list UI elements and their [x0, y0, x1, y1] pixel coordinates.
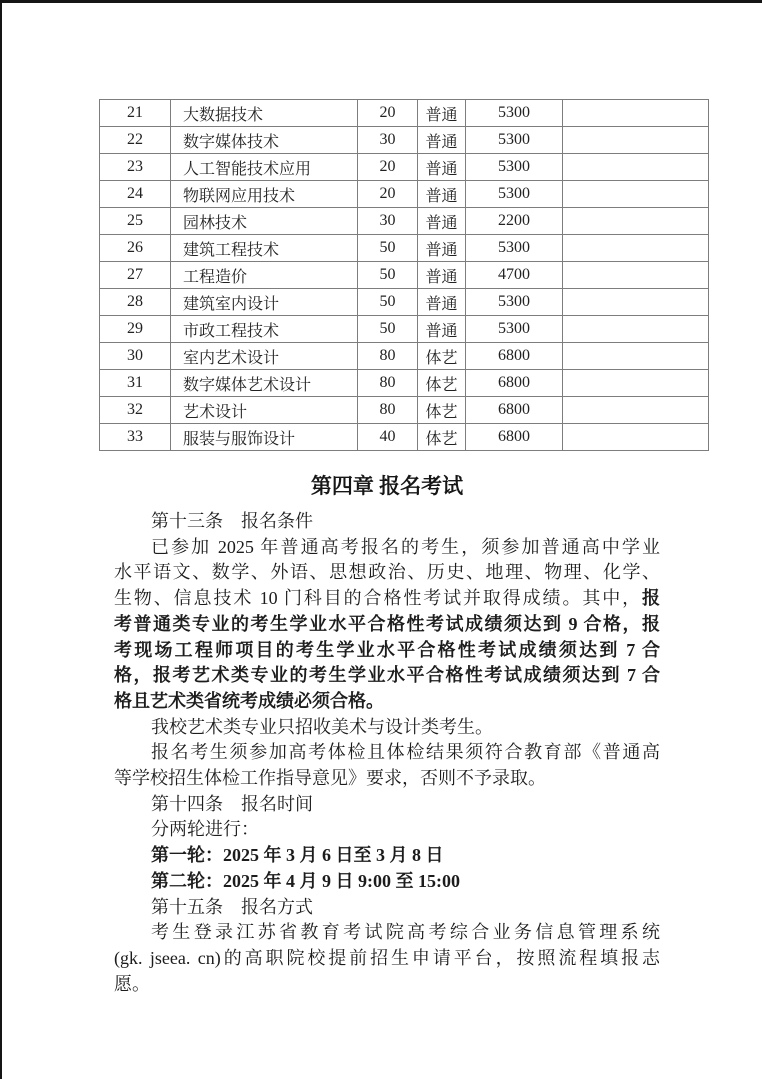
table-cell: 工程造价 [171, 262, 358, 289]
bold-text-run: 考现场工程师项目的考生学业水平合格性考试成绩须达到 7 合 [114, 639, 660, 660]
text-line [114, 509, 660, 535]
table-cell: 80 [358, 397, 418, 424]
table-cell: 市政工程技术 [171, 316, 358, 343]
table-cell: 5300 [466, 235, 563, 262]
table-cell: 20 [358, 181, 418, 208]
table-cell: 普通 [418, 208, 466, 235]
table-cell [563, 262, 709, 289]
table-cell: 24 [100, 181, 171, 208]
table-cell: 32 [100, 397, 171, 424]
table-cell: 建筑工程技术 [171, 235, 358, 262]
table-cell: 2200 [466, 208, 563, 235]
table-cell [563, 289, 709, 316]
text-run: 我校艺术类专业只招收美术与设计类考生。 [151, 716, 493, 737]
table-cell: 5300 [466, 289, 563, 316]
text-line [114, 766, 660, 792]
table-cell [563, 181, 709, 208]
table-cell: 6800 [466, 370, 563, 397]
table-cell: 人工智能技术应用 [171, 154, 358, 181]
text-line [114, 792, 660, 818]
text-run: 已参加 2025 年普通高考报名的考生，须参加普通高中学业 [151, 536, 660, 557]
bold-text-run: 考普通类专业的考生学业水平合格性考试成绩须达到 9 合格，报 [114, 613, 660, 634]
table-cell [563, 100, 709, 127]
table-cell: 50 [358, 316, 418, 343]
table-cell: 数字媒体技术 [171, 127, 358, 154]
table-cell: 普通 [418, 235, 466, 262]
table-cell: 服装与服饰设计 [171, 424, 358, 451]
enrollment-table [99, 99, 709, 451]
table-cell: 40 [358, 424, 418, 451]
table-cell: 普通 [418, 289, 466, 316]
bold-text-run: 第一轮：2025 年 3 月 6 日至 3 月 8 日 [151, 845, 444, 866]
chapter-title: 第四章 报名考试 [310, 474, 464, 498]
bold-text-run: 第二轮：2025 年 4 月 9 日 9:00 至 15:00 [151, 870, 460, 891]
table-cell: 33 [100, 424, 171, 451]
text-line [114, 638, 660, 664]
text-line [114, 869, 660, 895]
text-run: 生物、信息技术 10 门科目的合格性考试并取得成绩。其中， [114, 588, 642, 609]
table-row [100, 370, 709, 397]
table-row [100, 235, 709, 262]
table-cell: 26 [100, 235, 171, 262]
text-line [114, 560, 660, 586]
bold-text-run: 报 [642, 588, 660, 609]
table-row [100, 127, 709, 154]
body-lines [114, 509, 660, 997]
table-cell: 普通 [418, 127, 466, 154]
table-cell: 21 [100, 100, 171, 127]
table-cell [563, 235, 709, 262]
text-line [114, 535, 660, 561]
table-cell [563, 424, 709, 451]
table-cell: 5300 [466, 100, 563, 127]
table-cell: 体艺 [418, 343, 466, 370]
text-run: 愿。 [114, 973, 150, 994]
table-cell [563, 397, 709, 424]
table-cell [563, 316, 709, 343]
table-cell: 普通 [418, 181, 466, 208]
table-cell: 25 [100, 208, 171, 235]
table-cell: 大数据技术 [171, 100, 358, 127]
text-line [114, 972, 660, 998]
bold-text-run: 格，报考艺术类专业的考生学业水平合格性考试成绩须达到 7 合 [114, 665, 660, 686]
table-row [100, 424, 709, 451]
table-cell: 29 [100, 316, 171, 343]
text-run: 第十五条 报名方式 [151, 896, 313, 917]
table-cell: 50 [358, 289, 418, 316]
table-row [100, 154, 709, 181]
table-cell: 体艺 [418, 397, 466, 424]
table-cell: 22 [100, 127, 171, 154]
table-cell: 普通 [418, 262, 466, 289]
table-cell: 数字媒体艺术设计 [171, 370, 358, 397]
table-cell: 20 [358, 100, 418, 127]
text-line [114, 817, 660, 843]
text-run: 分两轮进行： [151, 819, 259, 840]
table-cell: 80 [358, 343, 418, 370]
text-run: 等学校招生体检工作指导意见》要求，否则不予录取。 [114, 768, 546, 789]
table-cell: 普通 [418, 154, 466, 181]
table-row [100, 316, 709, 343]
table-cell: 30 [358, 127, 418, 154]
table-cell: 6800 [466, 424, 563, 451]
bold-text-run: 格且艺术类省统考成绩必须合格。 [114, 690, 384, 711]
table-cell: 20 [358, 154, 418, 181]
table-cell [563, 343, 709, 370]
enrollment-table-wrap [99, 99, 709, 451]
text-line [114, 946, 660, 972]
table-cell: 体艺 [418, 424, 466, 451]
table-cell: 建筑室内设计 [171, 289, 358, 316]
text-run: 水平语文、数学、外语、思想政治、历史、地理、物理、化学、 [114, 562, 660, 583]
table-cell: 27 [100, 262, 171, 289]
text-run: 报名考生须参加高考体检且体检结果须符合教育部《普通高 [151, 742, 660, 763]
table-cell: 31 [100, 370, 171, 397]
text-line [114, 920, 660, 946]
document-body [114, 471, 660, 997]
table-cell: 物联网应用技术 [171, 181, 358, 208]
table-cell: 普通 [418, 316, 466, 343]
text-line [114, 895, 660, 921]
table-cell [563, 127, 709, 154]
table-row [100, 100, 709, 127]
table-row [100, 397, 709, 424]
table-cell: 6800 [466, 397, 563, 424]
table-cell [563, 208, 709, 235]
text-line [114, 715, 660, 741]
table-cell: 6800 [466, 343, 563, 370]
table-cell: 50 [358, 262, 418, 289]
text-run: 第十四条 报名时间 [151, 793, 313, 814]
table-cell: 28 [100, 289, 171, 316]
text-line [114, 843, 660, 869]
text-line [114, 612, 660, 638]
table-cell: 普通 [418, 100, 466, 127]
text-run: (gk. jseea. cn)的高职院校提前招生申请平台，按照流程填报志 [114, 947, 660, 968]
table-cell [563, 370, 709, 397]
table-row [100, 343, 709, 370]
table-row [100, 289, 709, 316]
text-line [114, 663, 660, 689]
table-row [100, 262, 709, 289]
text-run: 第十三条 报名条件 [151, 511, 313, 531]
table-cell: 艺术设计 [171, 397, 358, 424]
table-cell: 室内艺术设计 [171, 343, 358, 370]
table-cell: 50 [358, 235, 418, 262]
table-cell: 30 [358, 208, 418, 235]
table-cell: 23 [100, 154, 171, 181]
text-run: 考生登录江苏省教育考试院高考综合业务信息管理系统 [151, 922, 660, 943]
table-cell: 5300 [466, 181, 563, 208]
text-line [114, 740, 660, 766]
enrollment-table-body [100, 100, 709, 451]
table-cell: 体艺 [418, 370, 466, 397]
table-cell: 园林技术 [171, 208, 358, 235]
table-cell: 30 [100, 343, 171, 370]
table-cell: 4700 [466, 262, 563, 289]
text-line [114, 689, 660, 715]
table-cell: 5300 [466, 316, 563, 343]
text-line [114, 586, 660, 612]
table-cell: 5300 [466, 154, 563, 181]
table-row [100, 208, 709, 235]
table-cell: 80 [358, 370, 418, 397]
table-cell: 5300 [466, 127, 563, 154]
table-cell [563, 154, 709, 181]
table-row [100, 181, 709, 208]
